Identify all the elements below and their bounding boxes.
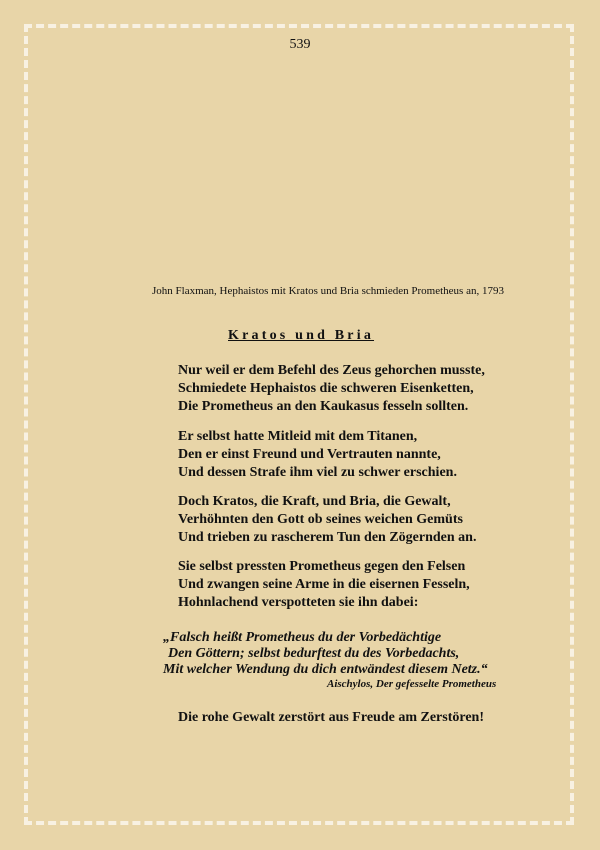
verse-line: Und trieben zu rascherem Tun den Zögernden an. bbox=[178, 530, 477, 545]
verse-line: Den er einst Freund und Vertrauten nannte, bbox=[178, 447, 441, 462]
quote-attribution: Aischylos, Der gefesselte Prometheus bbox=[327, 678, 497, 690]
quote-line: „Falsch heißt Prometheus du der Vorbedächtige bbox=[163, 630, 442, 645]
stanza-2 bbox=[178, 428, 457, 482]
page-border bbox=[24, 24, 574, 825]
verse-line: Er selbst hatte Mitleid mit dem Titanen, bbox=[178, 429, 418, 444]
stanza-3 bbox=[178, 493, 476, 547]
quote-line: Mit welcher Wendung du dich entwändest diesem Netz.“ bbox=[163, 662, 488, 677]
verse-line: Verhöhnten den Gott ob seines weichen Gemüts bbox=[178, 512, 463, 527]
verse-line: Hohnlachend verspotteten sie ihn dabei: bbox=[178, 595, 419, 610]
quote-line: Den Göttern; selbst bedurftest du des Vorbedachts, bbox=[168, 646, 460, 661]
verse-line: Und dessen Strafe ihm viel zu schwer erschien. bbox=[178, 465, 457, 480]
image-caption: John Flaxman, Hephaistos mit Kratos und Bria schmieden Prometheus an, 1793 bbox=[152, 285, 504, 297]
verse-line: Sie selbst pressten Prometheus gegen den Felsen bbox=[178, 559, 466, 574]
verse-line: Schmiedete Hephaistos die schweren Eisenketten, bbox=[178, 381, 474, 396]
verse-line: Nur weil er dem Befehl des Zeus gehorchen musste, bbox=[178, 363, 485, 378]
closing-line: Die rohe Gewalt zerstört aus Freude am Zerstören! bbox=[178, 710, 484, 725]
stanza-1 bbox=[178, 362, 485, 416]
verse-line: Doch Kratos, die Kraft, und Bria, die Gewalt, bbox=[178, 494, 451, 509]
poem-title: Kratos und Bria bbox=[228, 328, 375, 343]
verse-line: Die Prometheus an den Kaukasus fesseln sollten. bbox=[178, 399, 469, 414]
verse-line: Und zwangen seine Arme in die eisernen Fesseln, bbox=[178, 577, 470, 592]
page-number: 539 bbox=[289, 37, 311, 52]
stanza-4 bbox=[178, 558, 470, 612]
